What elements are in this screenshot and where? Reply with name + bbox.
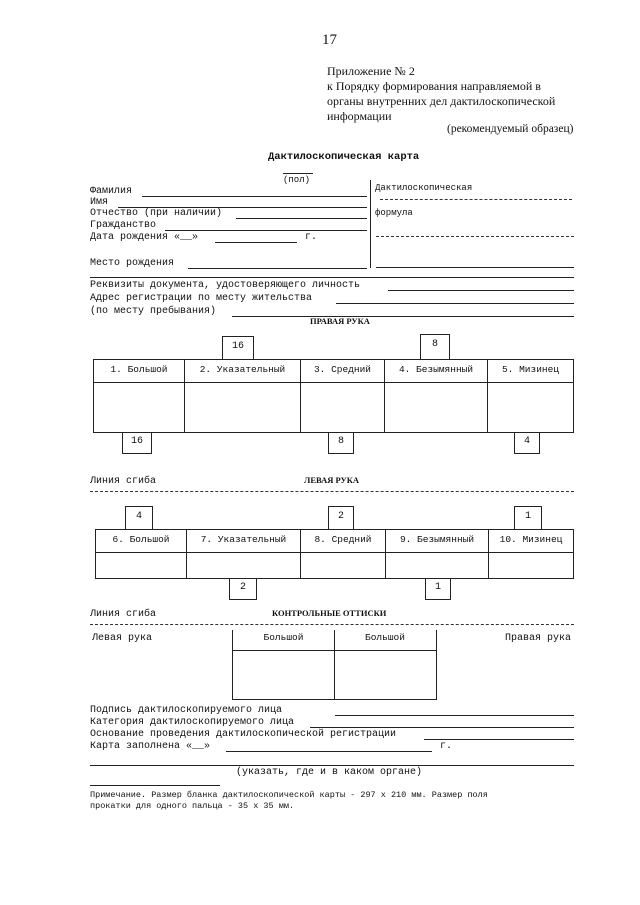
formula-dashed-line [380,199,572,200]
field-name-label: Имя [90,197,109,208]
finger-label: 10. Мизинец [488,529,574,553]
sex-field [283,173,313,186]
finger-label: 5. Мизинец [487,359,574,383]
finger-label: 9. Безымянный [385,529,489,553]
sex-underline [283,173,313,174]
appendix-title: Приложение № 2 [327,64,415,78]
finger-label: 7. Указательный [186,529,301,553]
print-box[interactable] [95,552,187,579]
print-box[interactable] [300,552,386,579]
fold-dashed-line [90,624,574,625]
sex-label: (пол) [283,175,311,185]
finger-label: 4. Безымянный [384,359,488,383]
right-bottom-tab: 8 [328,432,354,454]
field-category-label: Категория дактилоскопируемого лица [90,717,295,728]
left-bottom-tab: 1 [425,578,451,600]
field-address-label: Адрес регистрации по месту жительства [90,293,313,304]
right-top-tab: 8 [420,334,450,360]
print-box[interactable] [487,382,574,433]
separator-line [90,277,574,278]
field-filled-line[interactable] [226,751,432,752]
field-birthdate-label: Дата рождения «__» [90,232,199,243]
finger-label: 8. Средний [300,529,386,553]
field-birthdate-line[interactable] [215,242,297,243]
fold-dashed-line [90,491,574,492]
footnote [90,790,488,812]
left-top-tab: 4 [125,506,153,530]
field-patronymic-line[interactable] [236,218,367,219]
formula-dashed-line [376,236,574,237]
field-signature-line[interactable] [335,715,574,716]
formula-separator [370,180,371,268]
page-number: 17 [322,32,337,48]
footnote-line: прокатки для одного пальца - 35 x 35 мм. [90,801,295,811]
card-title: Дактилоскопическая карта [268,151,420,163]
finger-label: 1. Большой [93,359,185,383]
print-box[interactable] [93,382,185,433]
left-top-tab: 2 [328,506,354,530]
appendix-line: органы внутренних дел дактилоскопической [327,94,556,108]
print-box[interactable] [186,552,301,579]
filled-year-suffix: г. [440,741,453,752]
left-hand-grid [95,529,574,579]
control-column-label: Большой [232,630,335,650]
fold-line-label: Линия сгиба [90,476,157,487]
fold-line-label: Линия сгиба [90,609,157,620]
finger-label: 2. Указательный [184,359,301,383]
field-category-line[interactable] [310,727,574,728]
field-surname-line[interactable] [142,196,367,197]
formula-line [376,267,574,268]
field-stay-label: (по месту пребывания) [90,306,217,317]
organ-caption: (указать, где и в каком органе) [236,767,423,778]
field-organ-line[interactable] [90,765,574,766]
left-hand-title: ЛЕВАЯ РУКА [304,475,360,485]
field-stay-line[interactable] [232,316,574,317]
left-bottom-tab: 2 [229,578,257,600]
field-citizenship-label: Гражданство [90,220,157,231]
birth-year-suffix: г. [305,232,318,243]
finger-label: 6. Большой [95,529,187,553]
appendix-header [327,64,555,124]
print-box[interactable] [384,382,488,433]
formula-label-2: формула [375,208,413,218]
control-print-box[interactable] [334,650,437,700]
field-signature-label: Подпись дактилоскопируемого лица [90,705,283,716]
left-top-tab: 1 [514,506,542,530]
print-box[interactable] [488,552,574,579]
field-citizenship-line[interactable] [165,230,367,231]
print-box[interactable] [300,382,385,433]
field-id-document-line[interactable] [388,290,574,291]
right-hand-title: ПРАВАЯ РУКА [310,316,370,326]
formula-label-1: Дактилоскопическая [375,183,473,193]
field-basis-line[interactable] [424,739,574,740]
print-box[interactable] [184,382,301,433]
field-birthplace-label: Место рождения [90,258,175,269]
appendix-line: информации [327,109,392,123]
right-hand-grid [93,359,574,433]
control-column-label: Большой [334,630,437,650]
control-title: КОНТРОЛЬНЫЕ ОТТИСКИ [272,608,387,618]
field-basis-label: Основание проведения дактилоскопической регистрации [90,729,397,740]
print-box[interactable] [385,552,489,579]
field-id-document-label: Реквизиты документа, удостоверяющего личность [90,280,361,291]
right-bottom-tab: 4 [514,432,540,454]
appendix-line: к Порядку формирования направляемой в [327,79,541,93]
right-bottom-tab: 16 [122,432,152,454]
recommended-note: (рекомендуемый образец) [447,123,574,135]
footnote-line: Примечание. Размер бланка дактилоскопической карты - 297 x 210 мм. Размер поля [90,790,488,800]
field-birthplace-line[interactable] [188,268,367,269]
field-surname-label: Фамилия [90,186,133,197]
field-filled-label: Карта заполнена «__» [90,741,211,752]
finger-label: 3. Средний [300,359,385,383]
control-print-box[interactable] [232,650,335,700]
field-patronymic-label: Отчество (при наличии) [90,208,223,219]
field-address-line[interactable] [336,303,574,304]
footnote-rule [90,785,220,786]
right-top-tab: 16 [222,336,254,360]
control-grid [232,630,437,700]
control-left-label: Левая рука [92,633,153,644]
control-right-label: Правая рука [505,633,572,644]
